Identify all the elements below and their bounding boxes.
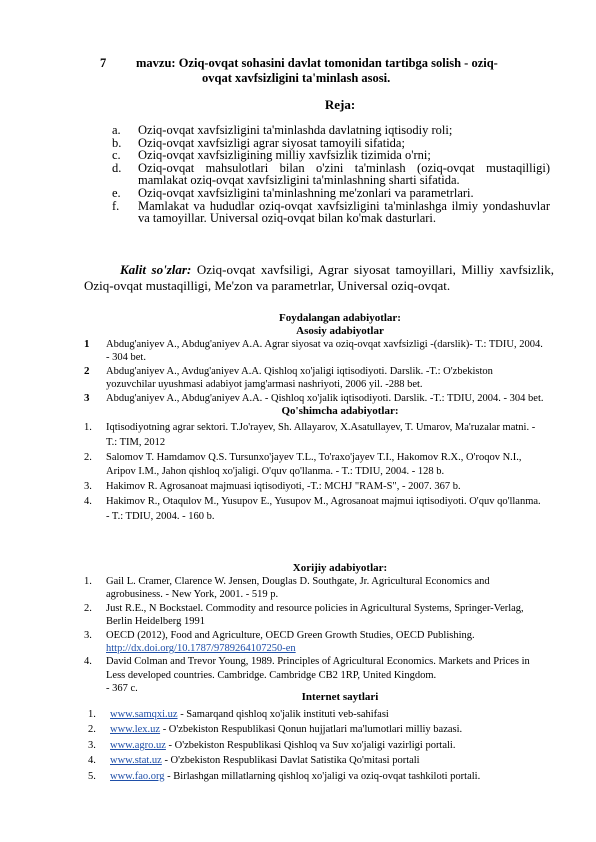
plan-item: c. Oziq-ovqat xavfsizligining milliy xavfsizlik tizimida o'rni;: [112, 148, 431, 163]
keywords-text: Oziq-ovqat xavfsiligi, Agrar siyosat tamoyillari, Milliy xavfsizlik, Oziq-ovqat mustaqilligi, Me'zon va parametrlar, Universal oziq-ovqat.: [84, 262, 554, 293]
foreign-literature-heading: Xorijiy adabiyotlar:: [292, 562, 388, 574]
topic-title-line-1: mavzu: Oziq-ovqat sohasini davlat tomonidan tartibga solish - oziq-: [136, 56, 498, 70]
list-item: 1 Abdug'aniyev A., Abdug'aniyev A.A. Agrar siyosat va oziq-ovqat xavfsizligi -(darslik)- T.: TDIU, 2004. - 304 bet.: [84, 338, 543, 364]
list-item: 3. www.agro.uz - O'zbekiston Respublikasi Qishloq va Suv xo'jaligi vazirligi portali.: [88, 739, 456, 751]
keywords-paragraph: [84, 262, 554, 293]
list-item: 4. Hakimov R., Otaqulov M., Yusupov E., Yusupov M., Agrosanoat majmui iqtisodiyoti. O'quv qo'llanma. - T.: TDIU, 2004. - 160 b.: [84, 495, 541, 522]
site-link[interactable]: www.samqxi.uz: [110, 709, 178, 720]
list-item: 4. www.stat.uz - O'zbekiston Respublikasi Davlat Satistika Qo'mitasi portali: [88, 755, 420, 767]
plan-heading: Reja:: [324, 97, 356, 112]
plan-list: [112, 124, 550, 225]
literature-heading: Foydalangan adabiyotlar:: [279, 312, 401, 324]
list-item: 1. www.samqxi.uz - Samarqand qishloq xo'jalik instituti veb-sahifasi: [88, 709, 389, 720]
plan-item: a. Oziq-ovqat xavfsizligini ta'minlashda davlatning iqtisodiy roli;: [112, 123, 453, 137]
list-item: 3. Hakimov R. Agrosanoat majmuasi iqtisodiyoti, -T.: MCHJ "RAM-S", - 2007. 367 b.: [84, 481, 461, 493]
site-link[interactable]: www.fao.org: [110, 770, 165, 782]
foreign-literature-list: [84, 575, 544, 696]
site-link[interactable]: www.stat.uz: [110, 755, 162, 767]
list-item: 3. OECD (2012), Food and Agriculture, OECD Green Growth Studies, OECD Publishing. http://dx.doi.org/10.1787/9789264107250-en: [84, 629, 475, 655]
keywords-label: Kalit so'zlar:: [120, 262, 192, 277]
list-item: 1. Gail L. Cramer, Clarence W. Jensen, Douglas D. Southgate, Jr. Agricultural Economics and agrobusiness. - New York, 2001. - 519 p.: [84, 576, 490, 601]
plan-item: b. Oziq-ovqat xavfsizligi agrar siyosat tamoyili sifatida;: [112, 135, 405, 150]
plan-item: e. Oziq-ovqat xavfsizligini ta'minlashning me'zonlari va parametrlari.: [112, 186, 474, 201]
list-item: 2 Abdug'aniyev A., Avdug'aniyev A.A. Qishloq xo'jaligi iqtisodiyoti. Darslik. -T.: O'zbekiston yozuvchilar uyushmasi adabiyot jamg'armasi nashriyoti, 2006 yil. -288 bet.: [84, 364, 493, 391]
main-literature-heading: Asosiy adabiyotlar: [296, 325, 384, 337]
internet-sites-list: [88, 707, 548, 784]
internet-sites-heading: Internet saytlari: [301, 691, 379, 703]
site-link[interactable]: www.lex.uz: [110, 724, 161, 736]
main-literature-list: [84, 338, 544, 405]
list-item: 1. Iqtisodiyotning agrar sektori. T.Jo'rayev, Sh. Allayarov, X.Asatullayev, T. Umarov, Ma'ruzalar matni. -T.: TIM, 2012: [84, 422, 536, 448]
list-item: 2. Salomov T. Hamdamov Q.S. Tursunxo'jayev T.L., To'raxo'jayev T.I., Hakomov R.X., O'roqov N.I., Aripov I.M., Jahon qishloq xo'jaligi. O'quv qo'llanma. - T.: TDIU, 2004. - 128 b.: [84, 451, 522, 478]
site-link[interactable]: www.agro.uz: [110, 739, 166, 751]
topic-title-line-2: ovqat xavfsizligini ta'minlash asosi.: [202, 71, 391, 85]
extra-literature-heading: Qo'shimcha adabiyotlar:: [281, 405, 399, 417]
plan-item: f. Mamlakat va hududlar oziq-ovqat xavfsizligini ta'minlashga ilmiy yondashuvlar va tamoyillar. Universal oziq-ovqat bilan ko'mak dasturlari.: [112, 198, 550, 225]
list-item: 3 Abdug'aniyev A., Abdug'aniyev A.A. - Qishloq xo'jalik iqtisodiyoti. Darslik. -T.: TDIU, 2004. - 304 bet.: [84, 391, 544, 404]
topic-number: 7: [100, 56, 107, 70]
extra-literature-list: [84, 421, 544, 525]
list-item: 4. David Colman and Trevor Young, 1989. Principles of Agricultural Economics. Markets and Prices in Less developed countries. Cambridge. Cambridge CB2 1RP, United Kingdom. - 367 c.: [84, 656, 530, 695]
list-item: 5. www.fao.org - Birlashgan millatlarning qishloq xo'jaligi va oziq-ovqat tashkiloti portali.: [88, 770, 481, 782]
list-item: 2. Just R.E., N Bockstael. Commodity and resource policies in Agricultural Systems, Springer-Verlag, Berlin Heidelberg 1991: [84, 602, 524, 628]
list-item: 2. www.lex.uz - O'zbekiston Respublikasi Qonun hujjatlari ma'lumotlari milliy bazasi.: [88, 724, 463, 736]
plan-item: d. Oziq-ovqat mahsulotlari bilan o'zini ta'minlash (oziq-ovqat mustaqilligi) mamlakat oziq-ovqat xavfsizligini ta'minlashning sharti sifatida.: [112, 161, 550, 188]
doi-link[interactable]: http://dx.doi.org/10.1787/9789264107250-en: [106, 643, 296, 655]
